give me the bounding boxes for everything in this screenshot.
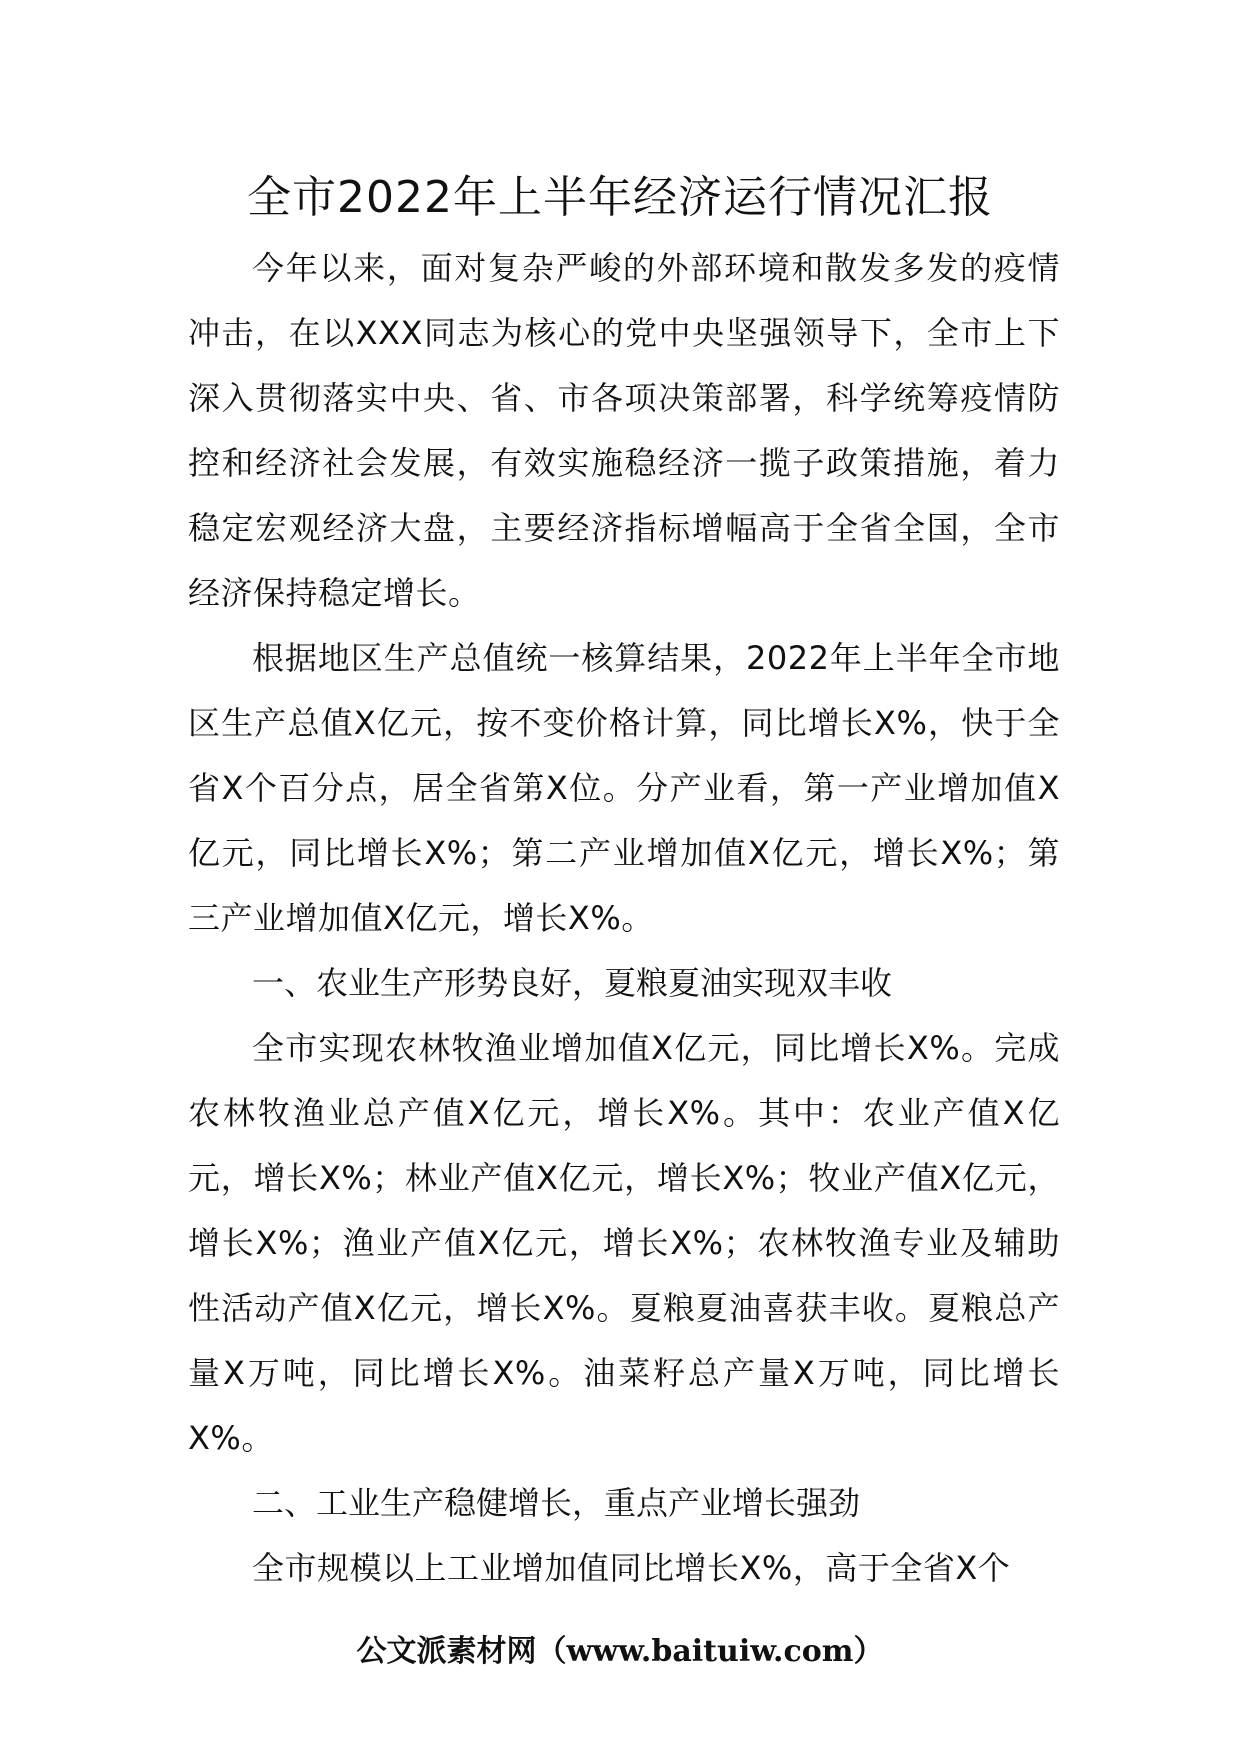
paragraph-gdp: 根据地区生产总值统一核算结果，2022年上半年全市地区生产总值X亿元，按不变价格计算，同比增长X%，快于全省X个百分点，居全省第X位。分产业看，第一产业增加值X亿元，同比增长X%；第二产业增加值X亿元，增长X%；第三产业增加值X亿元，增长X%。 bbox=[188, 639, 1060, 937]
paragraph-agriculture: 全市实现农林牧渔业增加值X亿元，同比增长X%。完成农林牧渔业总产值X亿元，增长X%。其中：农业产值X亿元，增长X%；林业产值X亿元，增长X%；牧业产值X亿元，增长X%；渔业产值X亿元，增长X%；农林牧渔专业及辅助性活动产值X亿元，增长X%。夏粮夏油喜获丰收。夏粮总产量X万吨，同比增长X%。油菜籽总产量X万吨，同比增长X%。 bbox=[188, 1029, 1060, 1457]
paragraph-industry: 全市规模以上工业增加值同比增长X%，高于全省X个 bbox=[252, 1549, 1011, 1587]
section-heading-agriculture: 一、农业生产形势良好，夏粮夏油实现双丰收 bbox=[252, 964, 893, 1002]
paragraph-intro: 今年以来，面对复杂严峻的外部环境和散发多发的疫情冲击，在以XXX同志为核心的党中央坚强领导下，全市上下深入贯彻落实中央、省、市各项决策部署，科学统筹疫情防控和经济社会发展，有效实施稳经济一揽子政策措施，着力稳定宏观经济大盘，主要经济指标增幅高于全省全国，全市经济保持稳定增长。 bbox=[188, 249, 1060, 612]
document-title: 全市2022年上半年经济运行情况汇报 bbox=[247, 172, 993, 223]
section-heading-industry: 二、工业生产稳健增长，重点产业增长强劲 bbox=[252, 1484, 861, 1522]
document-body bbox=[188, 236, 1060, 1601]
source-footer: 公文派素材网（www.baituiw.com） bbox=[356, 1634, 884, 1669]
